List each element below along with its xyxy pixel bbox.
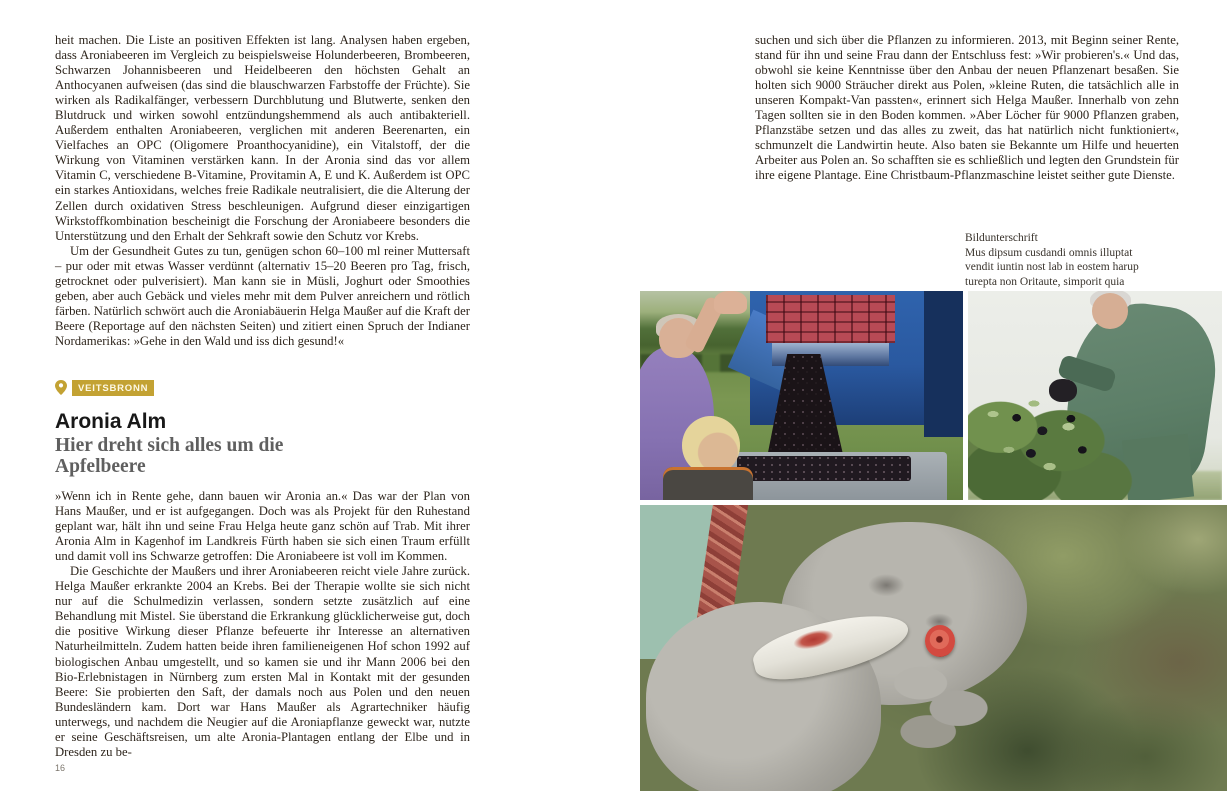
berries-in-bin: [737, 456, 911, 481]
caption-line: vendit iuntin nost lab in eostem harup: [965, 261, 1139, 274]
black-glove: [1049, 379, 1077, 402]
photo-gutter-vertical: [963, 291, 968, 500]
photo-berry-knife: [640, 505, 1227, 791]
body-paragraph: Um der Gesundheit Gutes zu tun, genügen schon 60–100 ml reiner Muttersaft – pur oder mit etwas Wasser verdünnt (alternativ 15–20 Beeren pro Tag, frisch, getrocknet oder pulverisiert). Man kann sie in Müsli, Joghurt oder Smoothies geben, aber auch Gebäck und vieles mehr mit dem Pulver anreichern und rötlich färben. Natürlich schwört auch die Aroniabäuerin Helga Maußer auf die Kraft der Beere (Reportage auf den nächsten Seiten) und zitiert einen Spruch der Indianer Nordamerikas: »Gehe in den Wald und iss dich gesund!«: [55, 243, 470, 348]
section-subtitle: Hier dreht sich alles um die Apfelbeere: [55, 434, 284, 478]
photo-caption: [965, 231, 1195, 289]
caption-line: turepta non Oritaute, simporit quia: [965, 275, 1125, 288]
caption-line: Mus dipsum cusdandi omnis illuptat: [965, 246, 1133, 259]
photo-harvest-machine: [640, 291, 963, 500]
location-tag: VEITSBRONN: [72, 380, 154, 396]
man-head: [1092, 293, 1128, 329]
photo-gutter-horizontal: [640, 500, 1227, 505]
woman-hand: [714, 291, 746, 314]
body-paragraph: heit machen. Die Liste an positiven Effekten ist lang. Analysen haben ergeben, dass Aroniabeeren im Vergleich zu beispielsweise Holunderbeeren, Brombeeren, Schwarzen Johannisbeeren und Heidelbeeren den höchsten Gehalt an Anthocyanen aufweisen (das sind die blauschwarzen Farbstoffe der Früchte). Sie wirken als Radikalfänger, verbessern Durchblutung und Blutwerte, senken den Blutdruck und wirken sowohl entzündungshemmend als auch antibakteriell. Außerdem enthalten Aroniabeeren, verglichen mit anderen Beerenarten, ein Vielfaches an OPC (Oligomere Proanthocyanidine), ein Vitalstoff, der die Wirkung von Vitaminen verstärken kann. In der Aronia sind das vor allem Vitamin C, verschiedene B-Vitamine, Provitamin A, E und K. Außerdem ist OPC ein starkes Antioxidans, welches freie Radikale neutralisiert, die die Alterung der Zellen durch oxidativen Stress beschleunigen. Aufgrund dieser einzigartigen Wirkstoffkombination bescheinigt die Forschung der Aroniabeere besonders die Unterstützung und den Erhalt der Sehkraft sowie den Schutz vor Krebs.: [55, 33, 470, 243]
right-article-column: [755, 33, 1179, 183]
right-margin-strip: [1222, 291, 1227, 500]
child-body: [663, 467, 753, 500]
harvester-frame: [924, 291, 963, 437]
berry-clusters: [988, 396, 1130, 484]
page-number: 16: [55, 763, 66, 773]
location-pin-icon: [55, 380, 67, 395]
red-crates: [766, 295, 895, 343]
left-article-column: [55, 33, 470, 760]
glove-fingers: [875, 654, 1028, 751]
caption-label: Bildunterschrift: [965, 232, 1038, 244]
body-paragraph: Die Geschichte der Maußers und ihrer Aroniabeeren reicht viele Jahre zurück. Helga Maußer erkrankte 2004 an Krebs. Bei der Therapie wollte sie sich nicht nur auf die Schulmedizin verlassen, sondern setzte zusätzlich auf eine Behandlung mit Mistel. Sie überstand die Erkrankung glücklicherweise gut, doch die positive Wirkung dieser Pflanze befeuerte ihr Interesse an alternativen Naturheilmitteln. Zudem hatten beide ihren familieneigenen Hof schon 1992 auf biologischen Anbau umgestellt, und so kamen sie und ihr Mann 2006 bei den Bio-Erlebnistagen in Nürnberg zum ersten Mal in Kontakt mit der gesunden Beere: Sie probierten den Saft, der damals noch aus Polen und den neuen Bundesländern kam. Dort war Hans Maußer als Agrartechniker häufig unterwegs, und nachdem die Neugier auf die Aroniapflanze geweckt war, nutzte er seine Geschäftsreisen, um alte Aronia-Plantagen entlang der Elbe und in Dresden zu be-: [55, 564, 470, 759]
body-paragraph: »Wenn ich in Rente gehe, dann bauen wir Aronia an.« Das war der Plan von Hans Maußer, und er ist aufgegangen. Doch was als Projekt für den Ruhestand geplant war, hält ihn und seine Frau Helga heute ganz schön auf Trab. Mit ihrer Aronia Alm in Kagenhof im Landkreis Fürth haben sie sich einen Traum erfüllt und damit voll ins Schwarze getroffen: Die Aroniabeere ist voll im Kommen.: [55, 488, 470, 564]
section-title: Aronia Alm: [55, 409, 167, 433]
photo-berry-picking: [968, 291, 1222, 500]
section-body: [55, 489, 470, 760]
body-paragraph: suchen und sich über die Pflanzen zu informieren. 2013, mit Beginn seiner Rente, stand für ihn und seine Frau dann der Entschluss fest: »Wir probieren's.« Und das, obwohl sie keine Kenntnisse über den Anbau der neuen Pflanzenart besaßen. Sie holten sich 9000 Sträucher direkt aus Polen, »kleine Ruten, die tatsächlich alle in unseren Kompakt-Van passten«, erinnert sich Helga Maußer. Innerhalb von zehn Tagen sollten sie in den Boden kommen. »Aber Löcher für 9000 Pflanzen graben, Pflanzstäbe setzen und das alles zu zweit, das hat natürlich nicht funktioniert«, schmunzelt die Landwirtin heute. Also baten sie Bekannte um Hilfe und heuerten Arbeiter aus Polen an. So schafften sie es schließlich und legten den Grundstein für ihre eigene Plantage. Eine Christbaum-Pflanzmaschine leistet seither gute Dienste.: [755, 33, 1179, 183]
location-tag-row: [55, 380, 470, 396]
